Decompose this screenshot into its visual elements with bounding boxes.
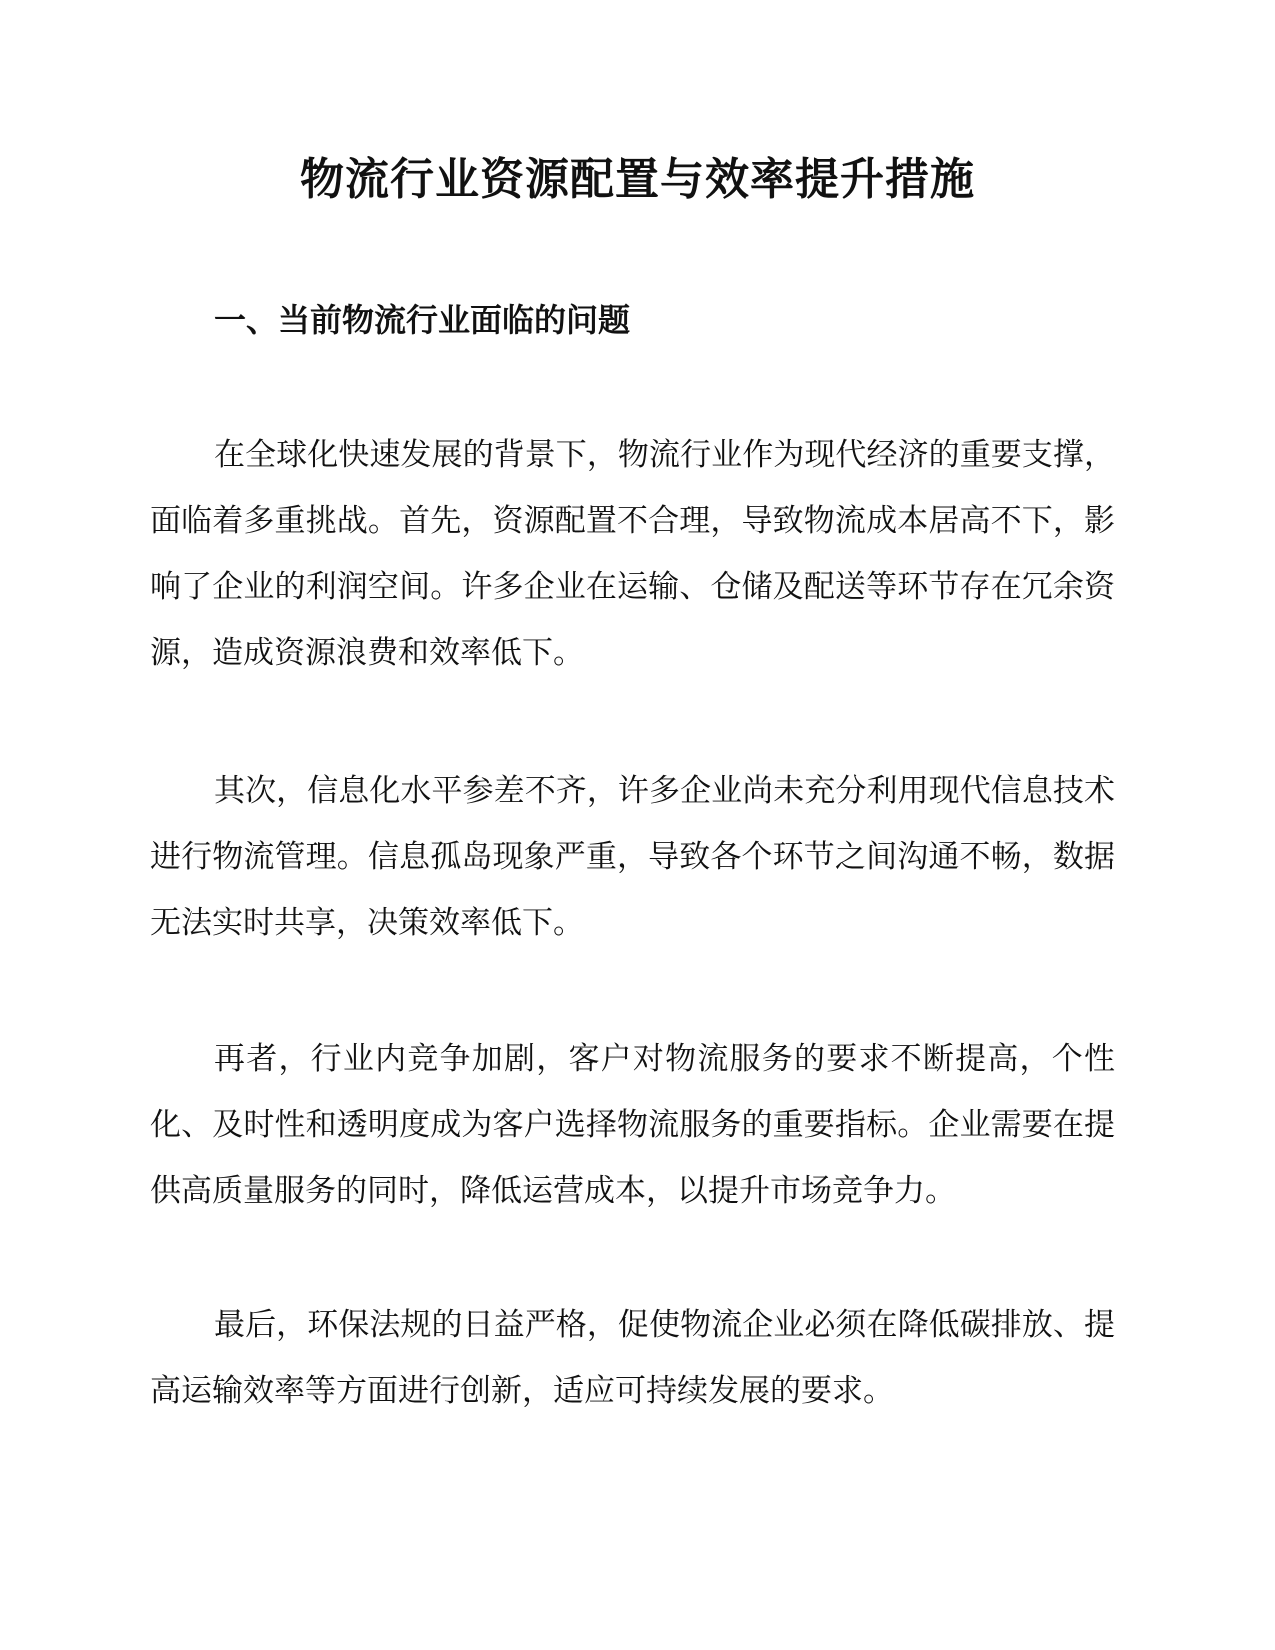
paragraph: 最后，环保法规的日益严格，促使物流企业必须在降低碳排放、提高运输效率等方面进行创新，适应可持续发展的要求。 <box>150 1307 1115 1409</box>
section-heading: 一、当前物流行业面临的问题 <box>214 301 631 339</box>
paragraph: 在全球化快速发展的背景下，物流行业作为现代经济的重要支撑，面临着多重挑战。首先，资源配置不合理，导致物流成本居高不下，影响了企业的利润空间。许多企业在运输、仓储及配送等环节存在冗余资源，造成资源浪费和效率低下。 <box>150 437 1115 671</box>
paragraph: 其次，信息化水平参差不齐，许多企业尚未充分利用现代信息技术进行物流管理。信息孤岛现象严重，导致各个环节之间沟通不畅，数据无法实时共享，决策效率低下。 <box>150 773 1115 941</box>
paragraph: 再者，行业内竞争加剧，客户对物流服务的要求不断提高，个性化、及时性和透明度成为客户选择物流服务的重要指标。企业需要在提供高质量服务的同时，降低运营成本，以提升市场竞争力。 <box>150 1041 1115 1209</box>
document-title: 物流行业资源配置与效率提升措施 <box>300 154 975 205</box>
